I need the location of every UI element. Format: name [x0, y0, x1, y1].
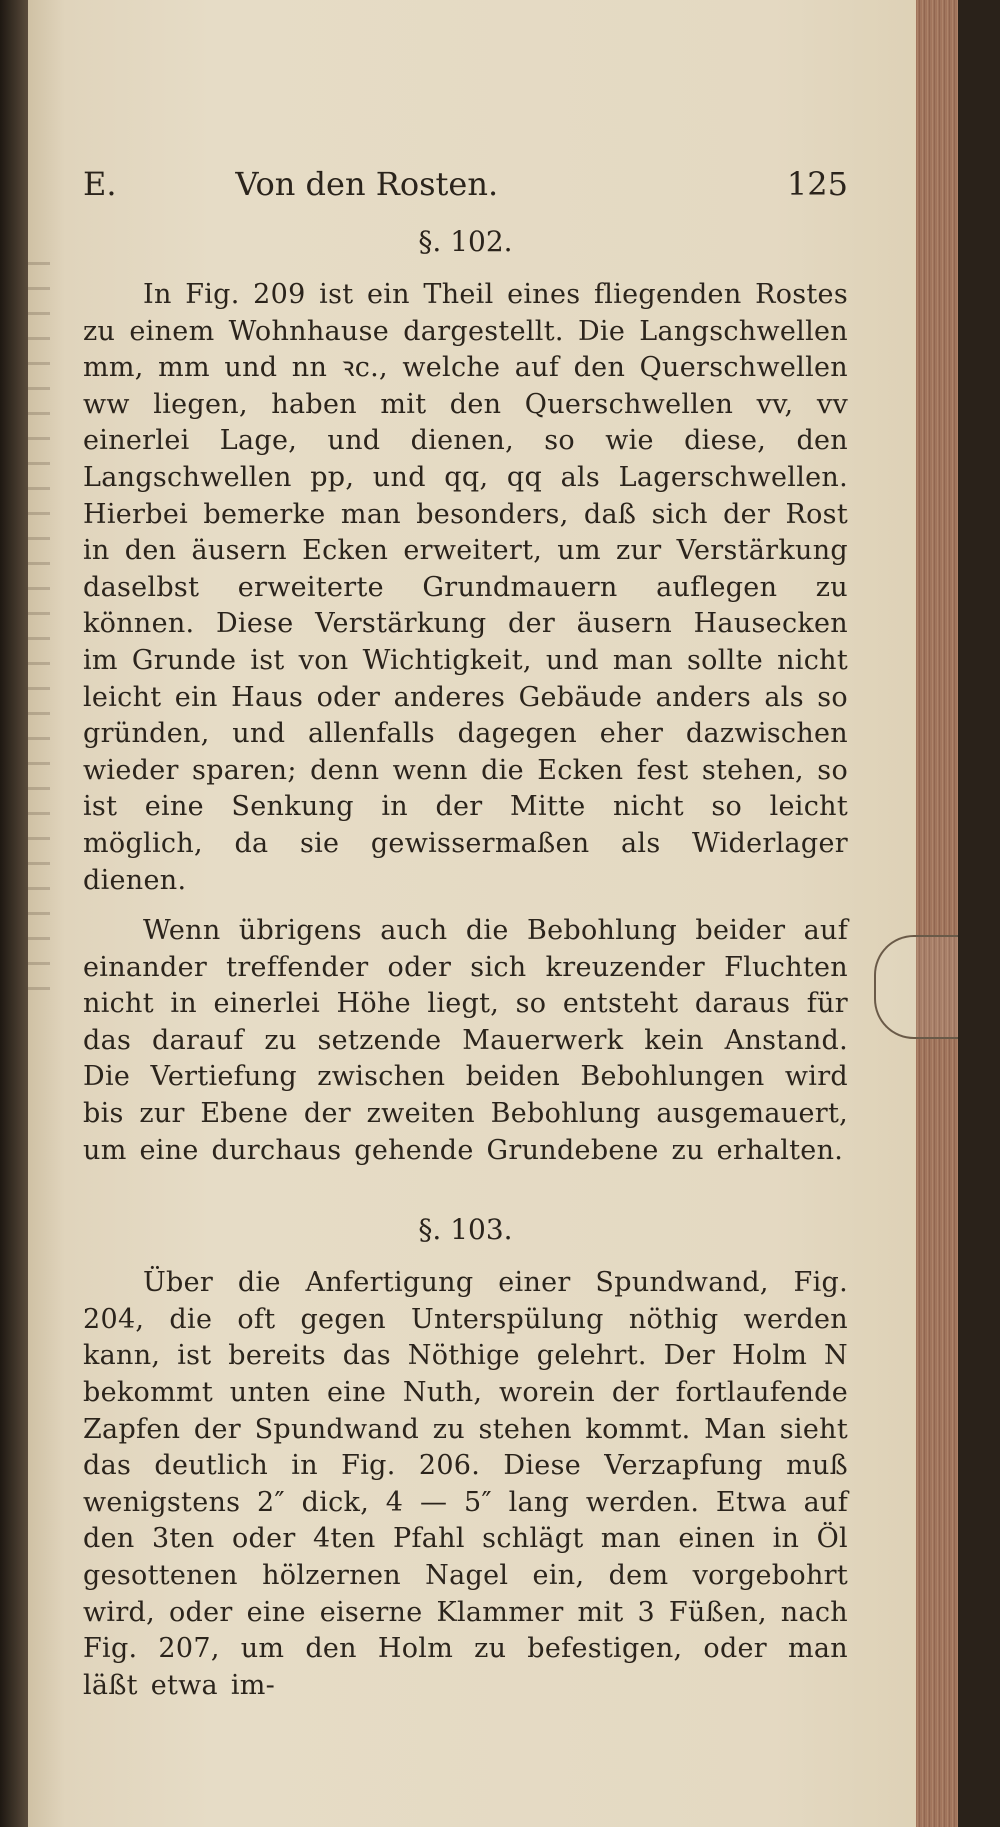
page-text	[83, 150, 848, 1704]
section-heading-103: §. 103.	[418, 1213, 513, 1247]
show-through-text	[28, 240, 58, 1540]
book-gutter	[0, 0, 28, 1827]
section-heading-102: §. 102.	[418, 225, 513, 258]
paragraph: In Fig. 209 ist ein Theil eines fliegenden Rostes zu einem Wohnhause dargestellt. Die Langschwellen mm, mm und nn ꝛc., welche auf den Querschwellen ww liegen, haben mit den Querschwellen vv, vv einerlei Lage, und dienen, so wie diese, den Langschwellen pp, und qq, qq als Lagerschwellen. Hierbei bemerke man besonders, daß sich der Rost in den äusern Ecken erweitert, um zur Verstärkung daselbst erweiterte Grundmauern auflegen zu können. Diese Verstärkung der äusern Hausecken im Grunde ist von Wichtigkeit, und man sollte nicht leicht ein Haus oder anderes Gebäude anders als so gründen, und allenfalls dagegen eher dazwischen wieder sparen; denn wenn die Ecken fest stehen, so ist eine Senkung in der Mitte nicht so leicht möglich, da sie gewissermaßen als Widerlager dienen.	[83, 279, 848, 896]
header-letter: E.	[83, 165, 117, 203]
header-title: Von den Rosten.	[235, 165, 499, 203]
page-number: 125	[786, 165, 848, 203]
page-tab-marker	[874, 935, 958, 1039]
paragraph: Über die Anfertigung einer Spundwand, Fig. 204, die oft gegen Unterspülung nöthig werden kann, ist bereits das Nöthige gelehrt. Der Holm N bekommt unten eine Nuth, worein der fortlaufende Zapfen der Spundwand zu stehen kommt. Man sieht das deutlich in Fig. 206. Diese Verzapfung muß wenigstens 2″ dick, 4 — 5″ lang werden. Etwa auf den 3ten oder 4ten Pfahl schlägt man einen in Öl gesottenen hölzernen Nagel ein, dem vorgebohrt wird, oder eine eiserne Klammer mit 3 Füßen, nach Fig. 207, um den Holm zu befestigen, oder man läßt etwa im-	[83, 1267, 848, 1701]
page-fore-edge	[916, 0, 958, 1827]
running-header	[83, 165, 848, 220]
book-page	[28, 0, 958, 1827]
paragraph: Wenn übrigens auch die Bebohlung beider auf einander treffender oder sich kreuzender Fluchten nicht in einerlei Höhe liegt, so entsteht daraus für das darauf zu setzende Mauerwerk kein Anstand. Die Vertiefung zwischen beiden Bebohlungen wird bis zur Ebene der zweiten Bebohlung ausgemauert, um eine durchaus gehende Grundebene zu erhalten.	[83, 915, 848, 1166]
